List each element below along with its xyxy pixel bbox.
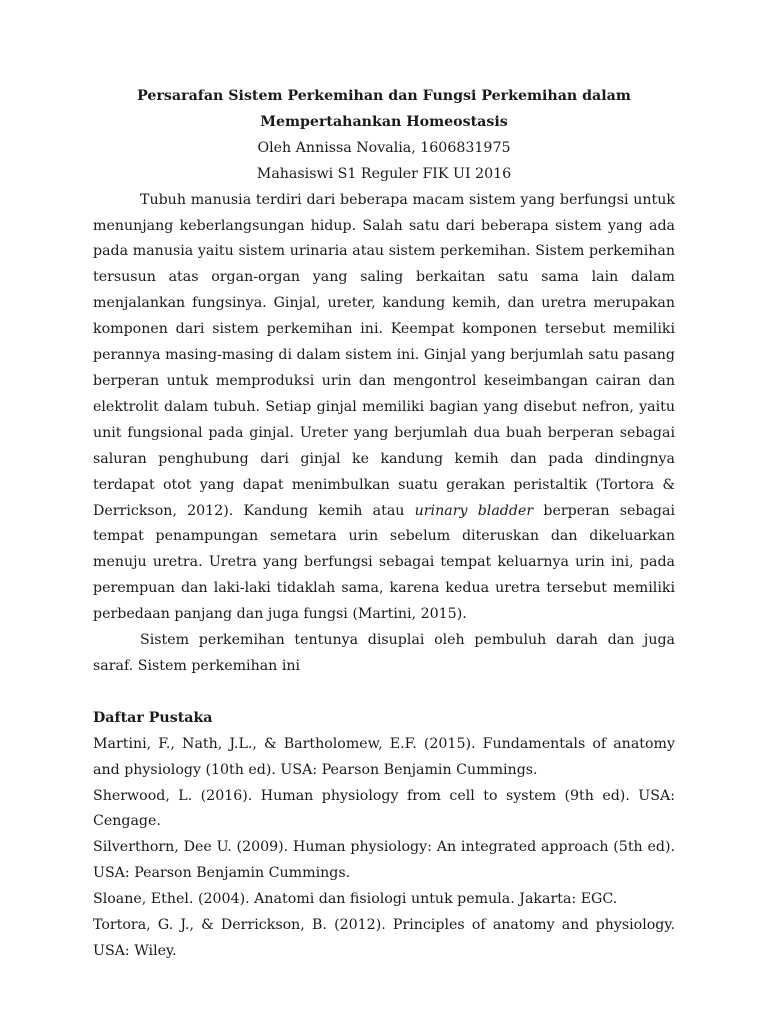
document-title: Persarafan Sistem Perkemihan dan Fungsi Perkemihan dalam Mempertahankan Homeostasis — [137, 88, 631, 130]
reference-item: Silverthorn, Dee U. (2009). Human physiology: An integrated approach (5th ed). USA: Pearson Benjamin Cummings. — [93, 839, 675, 882]
author-line: Oleh Annissa Novalia, 1606831975 — [257, 139, 511, 156]
reference-item: Tortora, G. J., & Derrickson, B. (2012). Principles of anatomy and physiology. USA: Wiley. — [93, 917, 675, 959]
references-heading: Daftar Pustaka — [93, 709, 213, 726]
paragraph-1-text-a: Tubuh manusia terdiri dari beberapa macam sistem yang berfungsi untuk menunjang keberlangsungan hidup. Salah satu dari beberapa sistem yang ada pada manusia yaitu sistem urinaria atau sistem perkemihan. Sistem perkemihan tersusun atas organ-organ yang saling berkaitan satu sama lain dalam menjalankan fungsinya. Ginjal, ureter, kandung kemih, dan uretra merupakan komponen dari sistem perkemihan ini. Keempat komponen tersebut memiliki perannya masing-masing di dalam sistem ini. Ginjal yang berjumlah satu pasang berperan untuk memproduksi urin dan mengontrol keseimbangan cairan dan elektrolit dalam tubuh. Setiap ginjal memiliki bagian yang disebut nefron, yaitu unit fungsional pada ginjal. Ureter yang berjumlah dua buah berperan sebagai saluran penghubung dari ginjal ke kandung kemih dan pada dindingnya terdapat otot yang dapat menimbulkan suatu gerakan peristaltik (Tortora & Derrickson, 2012). Kandung kemih atau — [93, 191, 675, 519]
reference-item: Sherwood, L. (2016). Human physiology from cell to system (9th ed). USA: Cengage. — [93, 787, 675, 830]
section-spacer — [93, 680, 675, 706]
reference-item: Martini, F., Nath, J.L., & Bartholomew, E.F. (2015). Fundamentals of anatomy and physiology (10th ed). USA: Pearson Benjamin Cummings. — [93, 735, 675, 778]
references-list — [93, 732, 675, 965]
body-paragraph-2: Sistem perkemihan tentunya disuplai oleh pembuluh darah dan juga saraf. Sistem perkemihan ini — [93, 632, 675, 674]
reference-item: Sloane, Ethel. (2004). Anatomi dan fisiologi untuk pemula. Jakarta: EGC. — [93, 891, 618, 908]
paragraph-1-text-b: berperan sebagai tempat penampungan semetara urin sebelum diteruskan dan dikeluarkan menuju uretra. Uretra yang berfungsi sebagai tempat keluarnya urin ini, pada perempuan dan laki-laki tidaklah sama, karena kedua uretra tersebut memiliki perbedaan panjang dan juga fungsi (Martini, 2015). — [93, 502, 675, 623]
body-paragraph-1 — [93, 188, 675, 628]
affiliation-line: Mahasiswi S1 Reguler FIK UI 2016 — [256, 165, 512, 182]
paragraph-1-italic-term: urinary bladder — [414, 502, 534, 519]
document-content — [93, 84, 675, 965]
